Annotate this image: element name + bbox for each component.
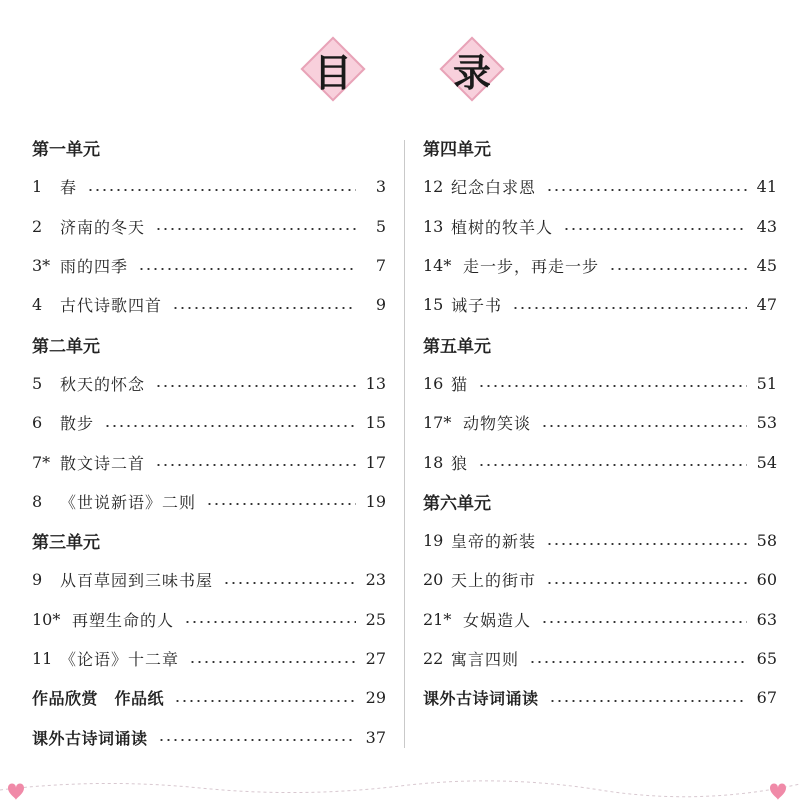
toc-entry[interactable]: [423, 364, 777, 403]
toc-special-entry[interactable]: [32, 678, 386, 717]
dot-leader: [158, 739, 356, 741]
toc-entry[interactable]: [423, 285, 777, 324]
dot-leader: [174, 700, 356, 702]
lesson-number: 20: [423, 570, 444, 590]
lesson-title: 作品欣赏 作品纸: [32, 689, 165, 709]
toc-left-column: [32, 128, 386, 757]
unit-heading-text: 第四单元: [423, 140, 491, 161]
page-number: 41: [756, 177, 777, 197]
lesson-number: 9: [32, 570, 43, 590]
toc-special-entry[interactable]: [423, 678, 777, 717]
page-number: 58: [756, 531, 777, 551]
page-number: 65: [756, 649, 777, 668]
dot-leader: [172, 307, 356, 309]
toc-entry[interactable]: [423, 207, 777, 246]
toc-title-char: 目: [313, 50, 352, 95]
lesson-title: 诫子书: [451, 296, 503, 316]
unit-heading: [32, 128, 386, 167]
dot-leader: [104, 425, 356, 427]
toc-title-char-2-box: [437, 34, 507, 104]
lesson-title: 课外古诗词诵读: [32, 728, 148, 748]
dot-leader: [155, 464, 356, 466]
dot-leader: [155, 385, 356, 387]
unit-heading-text: 第一单元: [32, 140, 100, 161]
toc-special-entry[interactable]: [32, 717, 386, 756]
page-number: 67: [756, 688, 777, 708]
lesson-number: 6: [32, 413, 43, 433]
toc-entry[interactable]: [32, 246, 386, 285]
lesson-title: 走一步，再走一步: [463, 257, 600, 277]
lesson-number: 22: [423, 649, 444, 668]
page-number: 51: [756, 373, 777, 393]
toc-entry[interactable]: [32, 285, 386, 324]
lesson-number: 19: [423, 531, 444, 551]
page-number: 9: [375, 295, 386, 315]
lesson-title: 纪念白求恩: [451, 178, 537, 198]
lesson-number: 1: [32, 177, 43, 197]
page-number: 54: [756, 452, 777, 472]
dot-leader: [223, 582, 356, 584]
page-number: 7: [375, 256, 386, 276]
page-number: 53: [756, 413, 777, 433]
page-number: 23: [365, 570, 386, 590]
lesson-number: 13: [423, 216, 444, 236]
page-number: 25: [365, 609, 386, 629]
page-number: 63: [756, 609, 777, 629]
lesson-title: 植树的牧羊人: [451, 217, 554, 237]
toc-title-char-1-box: [298, 34, 368, 104]
toc-entry[interactable]: [423, 560, 777, 599]
lesson-title: 天上的街市: [451, 571, 537, 591]
page-number: 5: [375, 216, 386, 236]
dot-leader: [541, 425, 747, 427]
page-number: 47: [756, 295, 777, 315]
lesson-title: 女娲造人: [463, 610, 532, 630]
lesson-number: 21*: [423, 609, 452, 629]
lesson-number: 3*: [32, 256, 51, 276]
toc-entry[interactable]: [423, 600, 777, 639]
page-number: 19: [365, 491, 386, 511]
lesson-number: 8: [32, 491, 43, 511]
dot-leader: [184, 621, 356, 623]
lesson-title: 再塑生命的人: [72, 610, 175, 630]
toc-right-column: [423, 128, 777, 717]
dot-leader: [189, 661, 356, 663]
unit-heading: [32, 521, 386, 560]
lesson-title: 雨的四季: [60, 257, 129, 277]
lesson-title: 狼: [451, 453, 469, 473]
lesson-number: 11: [32, 649, 53, 668]
toc-entry[interactable]: [32, 403, 386, 442]
toc-entry[interactable]: [32, 442, 386, 481]
lesson-number: 10*: [32, 609, 61, 629]
dot-leader: [512, 307, 747, 309]
lesson-title: 济南的冬天: [60, 217, 146, 237]
unit-heading: [423, 482, 777, 521]
unit-heading-text: 第三单元: [32, 533, 100, 554]
toc-entry[interactable]: [32, 207, 386, 246]
dot-leader: [529, 661, 747, 663]
unit-heading-text: 第六单元: [423, 493, 491, 514]
heart-icon: [8, 784, 24, 800]
page-number: 29: [365, 688, 386, 708]
dot-leader: [138, 268, 356, 270]
lesson-number: 12: [423, 177, 444, 197]
lesson-title: 猫: [451, 374, 469, 394]
toc-entry[interactable]: [32, 482, 386, 521]
page-number: 17: [365, 452, 386, 472]
lesson-number: 15: [423, 295, 444, 315]
dot-leader: [609, 268, 747, 270]
dot-leader: [546, 582, 747, 584]
unit-heading: [32, 324, 386, 363]
dot-leader: [155, 228, 356, 230]
lesson-number: 4: [32, 295, 43, 315]
heart-icon: [770, 784, 786, 800]
lesson-number: 17*: [423, 413, 452, 433]
dot-leader: [549, 700, 747, 702]
toc-entry[interactable]: [423, 246, 777, 285]
toc-entry[interactable]: [423, 167, 777, 206]
toc-entry[interactable]: [32, 364, 386, 403]
dot-leader: [206, 503, 356, 505]
page-number: 37: [365, 727, 386, 747]
toc-title-char: 录: [452, 50, 491, 95]
lesson-number: 7*: [32, 452, 51, 472]
dot-leader: [546, 543, 747, 545]
decorative-wave-border: [0, 772, 800, 800]
toc-entry[interactable]: [32, 639, 386, 678]
lesson-title: 秋天的怀念: [60, 374, 146, 394]
toc-entry[interactable]: [423, 403, 777, 442]
unit-heading: [423, 128, 777, 167]
lesson-number: 16: [423, 373, 444, 393]
lesson-title: 古代诗歌四首: [60, 296, 163, 316]
dot-leader: [563, 228, 747, 230]
unit-heading-text: 第二单元: [32, 336, 100, 357]
toc-entry[interactable]: [423, 639, 777, 678]
toc-entry[interactable]: [32, 600, 386, 639]
page-number: 27: [365, 649, 386, 668]
toc-entry[interactable]: [32, 167, 386, 206]
lesson-title: 《论语》十二章: [60, 650, 180, 669]
toc-entry[interactable]: [423, 442, 777, 481]
lesson-title: 皇帝的新装: [451, 532, 537, 552]
unit-heading: [423, 324, 777, 363]
page-number: 45: [756, 256, 777, 276]
lesson-number: 14*: [423, 256, 452, 276]
dot-leader: [478, 385, 747, 387]
dot-leader: [478, 464, 747, 466]
lesson-title: 散步: [60, 414, 95, 434]
page-number: 13: [365, 373, 386, 393]
toc-entry[interactable]: [423, 521, 777, 560]
lesson-title: 春: [60, 178, 78, 198]
lesson-title: 课外古诗词诵读: [423, 689, 539, 709]
page-number: 43: [756, 216, 777, 236]
dot-leader: [87, 189, 356, 191]
unit-heading-text: 第五单元: [423, 336, 491, 357]
page-number: 3: [375, 177, 386, 197]
page-number: 60: [756, 570, 777, 590]
page-number: 15: [365, 413, 386, 433]
lesson-title: 动物笑谈: [463, 414, 532, 434]
lesson-title: 寓言四则: [451, 650, 520, 669]
column-divider: [404, 140, 405, 748]
lesson-title: 散文诗二首: [60, 453, 146, 473]
dot-leader: [546, 189, 747, 191]
toc-entry[interactable]: [32, 560, 386, 599]
lesson-title: 《世说新语》二则: [60, 492, 197, 512]
lesson-number: 18: [423, 452, 444, 472]
lesson-number: 2: [32, 216, 43, 236]
dot-leader: [541, 621, 747, 623]
lesson-title: 从百草园到三味书屋: [60, 571, 214, 591]
lesson-number: 5: [32, 373, 43, 393]
